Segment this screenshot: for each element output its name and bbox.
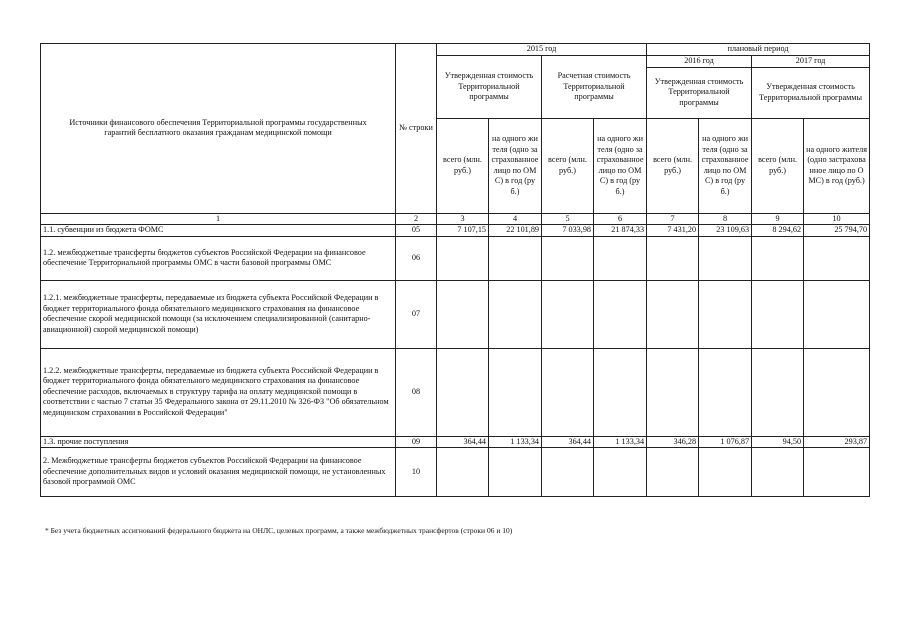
row-number: 09	[396, 436, 437, 448]
value-cell: 364,44	[437, 436, 489, 448]
col-number: 5	[542, 213, 594, 225]
value-cell	[489, 280, 542, 348]
col-number: 2	[396, 213, 437, 225]
per-resident-2017-header: на одного жителя (одно застрахованное лицо по ОМС) в год (руб.)	[804, 118, 870, 213]
value-cell	[489, 348, 542, 436]
value-cell	[699, 348, 752, 436]
value-cell	[804, 448, 870, 497]
value-cell	[437, 348, 489, 436]
total-2015-approved-header: всего (млн. руб.)	[437, 118, 489, 213]
row-number: 06	[396, 236, 437, 280]
value-cell	[699, 236, 752, 280]
total-2017-header: всего (млн. руб.)	[752, 118, 804, 213]
row-number: 08	[396, 348, 437, 436]
value-cell	[437, 280, 489, 348]
value-cell	[594, 448, 647, 497]
col-number: 10	[804, 213, 870, 225]
value-cell	[699, 280, 752, 348]
value-cell: 23 109,63	[699, 225, 752, 237]
value-cell	[594, 280, 647, 348]
value-cell	[752, 280, 804, 348]
value-cell	[542, 236, 594, 280]
col-number: 6	[594, 213, 647, 225]
row-number: 05	[396, 225, 437, 237]
per-resident-2016-header: на одного жителя (одно застрахованное лицо по ОМС) в год (руб.)	[699, 118, 752, 213]
value-cell	[437, 448, 489, 497]
value-cell: 25 794,70	[804, 225, 870, 237]
value-cell: 364,44	[542, 436, 594, 448]
col-number: 1	[41, 213, 396, 225]
value-cell: 94,50	[752, 436, 804, 448]
value-cell	[489, 236, 542, 280]
value-cell	[594, 236, 647, 280]
value-cell	[437, 236, 489, 280]
source-column-header: Источники финансового обеспечения Территориальной программы государственных гарантий бесплатного оказания гражданам медицинской помощи	[41, 44, 396, 214]
value-cell	[752, 236, 804, 280]
col-number: 9	[752, 213, 804, 225]
value-cell: 8 294,62	[752, 225, 804, 237]
value-cell	[647, 236, 699, 280]
value-cell: 7 431,20	[647, 225, 699, 237]
row-label: 2. Межбюджетные трансферты бюджетов субъектов Российской Федерации на финансовое обеспечение дополнительных видов и условий оказания медицинской помощи, не установленных базовой программой ОМС	[41, 448, 396, 497]
col-number: 8	[699, 213, 752, 225]
planned-period-header: плановый период	[647, 44, 870, 56]
row-number: 07	[396, 280, 437, 348]
value-cell: 7 033,98	[542, 225, 594, 237]
total-2016-header: всего (млн. руб.)	[647, 118, 699, 213]
value-cell	[542, 280, 594, 348]
value-cell: 7 107,15	[437, 225, 489, 237]
value-cell: 1 076,87	[699, 436, 752, 448]
value-cell	[542, 348, 594, 436]
total-2015-calculated-header: всего (млн. руб.)	[542, 118, 594, 213]
financing-sources-table	[40, 43, 870, 497]
year-2015-header: 2015 год	[437, 44, 647, 56]
value-cell: 21 874,33	[594, 225, 647, 237]
col-number: 4	[489, 213, 542, 225]
footnote: * Без учета бюджетных ассигнований федерального бюджета на ОНЛС, целевых программ, а также межбюджетных трансфертов (строки 06 и 10)	[45, 526, 513, 535]
row-number-header: № строки	[396, 44, 437, 214]
col-number: 3	[437, 213, 489, 225]
table-row	[41, 236, 870, 280]
value-cell: 22 101,89	[489, 225, 542, 237]
year-2017-header: 2017 год	[752, 56, 870, 68]
calculated-cost-header: Расчетная стоимость Территориальной программы	[542, 56, 647, 119]
approved-2017-header: Утвержденная стоимость Территориальной программы	[752, 67, 870, 118]
value-cell	[542, 448, 594, 497]
approved-2016-header: Утвержденная стоимость Территориальной программы	[647, 67, 752, 118]
value-cell	[804, 236, 870, 280]
approved-cost-header: Утвержденная стоимость Территориальной программы	[437, 56, 542, 119]
value-cell	[647, 448, 699, 497]
row-label: 1.3. прочие поступления	[41, 436, 396, 448]
value-cell	[647, 280, 699, 348]
per-resident-2015-calculated-header: на одного жителя (одно застрахованное лицо по ОМС) в год (руб.)	[594, 118, 647, 213]
table-row	[41, 348, 870, 436]
row-label: 1.2. межбюджетные трансферты бюджетов субъектов Российской Федерации на финансовое обеспечение Территориальной программы ОМС в части базовой программы ОМС	[41, 236, 396, 280]
value-cell: 293,87	[804, 436, 870, 448]
row-number: 10	[396, 448, 437, 497]
value-cell: 346,28	[647, 436, 699, 448]
table-row	[41, 436, 870, 448]
per-resident-2015-approved-header: на одного жителя (одно застрахованное лицо по ОМС) в год (руб.)	[489, 118, 542, 213]
row-label: 1.2.1. межбюджетные трансферты, передаваемые из бюджета субъекта Российской Федерации в бюджет территориального фонда обязательного медицинского страхования на финансовое обеспечение скорой медицинской помощи (за исключением специализированной (санитарно-авиационной) скорой медицинской помощи)	[41, 280, 396, 348]
col-number: 7	[647, 213, 699, 225]
row-label: 1.2.2. межбюджетные трансферты, передаваемые из бюджета субъекта Российской Федерации в бюджет территориального фонда обязательного медицинского страхования на финансовое обеспечение расходов, включаемых в структуру тарифа на оплату медицинской помощи в соответствии с частью 7 статьи 35 Федерального закона от 29.11.2010 № 326-ФЗ "Об обязательном медицинском страховании в Российской Федерации"	[41, 348, 396, 436]
value-cell: 1 133,34	[489, 436, 542, 448]
value-cell	[752, 348, 804, 436]
value-cell	[752, 448, 804, 497]
value-cell	[804, 348, 870, 436]
value-cell	[699, 448, 752, 497]
value-cell	[804, 280, 870, 348]
value-cell	[489, 448, 542, 497]
year-2016-header: 2016 год	[647, 56, 752, 68]
table-row	[41, 225, 870, 237]
table-row	[41, 448, 870, 497]
row-label: 1.1. субвенции из бюджета ФОМС	[41, 225, 396, 237]
table-row	[41, 280, 870, 348]
value-cell	[594, 348, 647, 436]
value-cell: 1 133,34	[594, 436, 647, 448]
value-cell	[647, 348, 699, 436]
column-number-row	[41, 213, 870, 225]
